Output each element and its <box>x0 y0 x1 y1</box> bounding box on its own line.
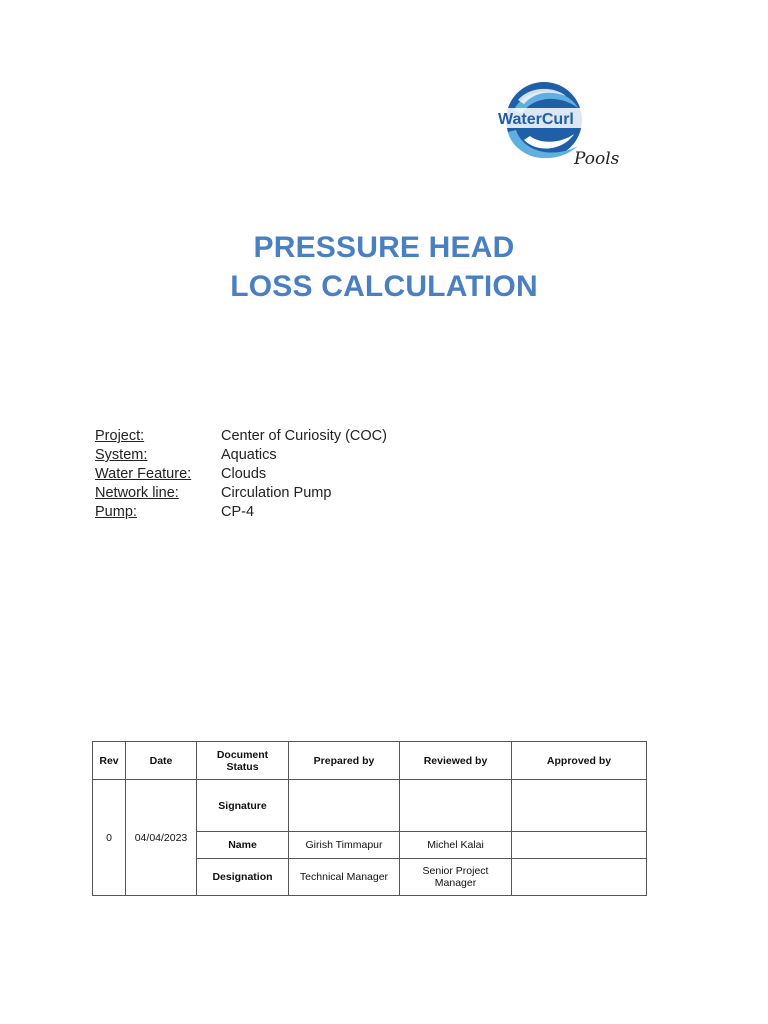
header-document-status: Document Status <box>197 742 289 780</box>
header-approved-by: Approved by <box>512 742 647 780</box>
info-row-system <box>95 446 387 465</box>
reviewed-signature <box>400 780 512 832</box>
row-label-name: Name <box>197 832 289 859</box>
table-header-row <box>93 742 647 780</box>
prepared-designation: Technical Manager <box>289 859 400 896</box>
header-date: Date <box>126 742 197 780</box>
info-label: System: <box>95 447 148 463</box>
info-row-water-feature <box>95 465 387 484</box>
info-row-project <box>95 427 387 446</box>
info-value: CP-4 <box>221 504 255 520</box>
info-value: Aquatics <box>221 447 277 463</box>
info-row-pump <box>95 503 387 522</box>
header-rev: Rev <box>93 742 126 780</box>
approved-name <box>512 832 647 859</box>
table-row-signature <box>93 780 647 832</box>
info-value: Clouds <box>221 466 267 482</box>
company-logo <box>494 80 644 180</box>
svg-text:Pools: Pools <box>574 149 620 169</box>
watercurl-logo-icon <box>494 80 644 180</box>
reviewed-name: Michel Kalai <box>400 832 512 859</box>
info-label: Project: <box>95 428 145 444</box>
title-line-1: PRESSURE HEAD <box>253 231 515 264</box>
info-value: Center of Curiosity (COC) <box>221 428 387 444</box>
info-row-network-line <box>95 484 387 503</box>
info-label: Water Feature: <box>95 466 192 482</box>
approval-table <box>92 741 647 896</box>
approved-signature <box>512 780 647 832</box>
row-label-designation: Designation <box>197 859 289 896</box>
document-title <box>0 228 768 306</box>
project-info <box>95 427 387 522</box>
prepared-name: Girish Timmapur <box>289 832 400 859</box>
header-reviewed-by: Reviewed by <box>400 742 512 780</box>
reviewed-designation: Senior Project Manager <box>400 859 512 896</box>
prepared-signature <box>289 780 400 832</box>
svg-text:WaterCurl: WaterCurl <box>498 111 574 128</box>
info-value: Circulation Pump <box>221 485 332 501</box>
date-value: 04/04/2023 <box>126 780 197 896</box>
info-label: Pump: <box>95 504 137 520</box>
title-line-2: LOSS CALCULATION <box>230 270 538 303</box>
rev-value: 0 <box>93 780 126 896</box>
info-label: Network line: <box>95 485 179 501</box>
row-label-signature: Signature <box>197 780 289 832</box>
header-prepared-by: Prepared by <box>289 742 400 780</box>
approved-designation <box>512 859 647 896</box>
